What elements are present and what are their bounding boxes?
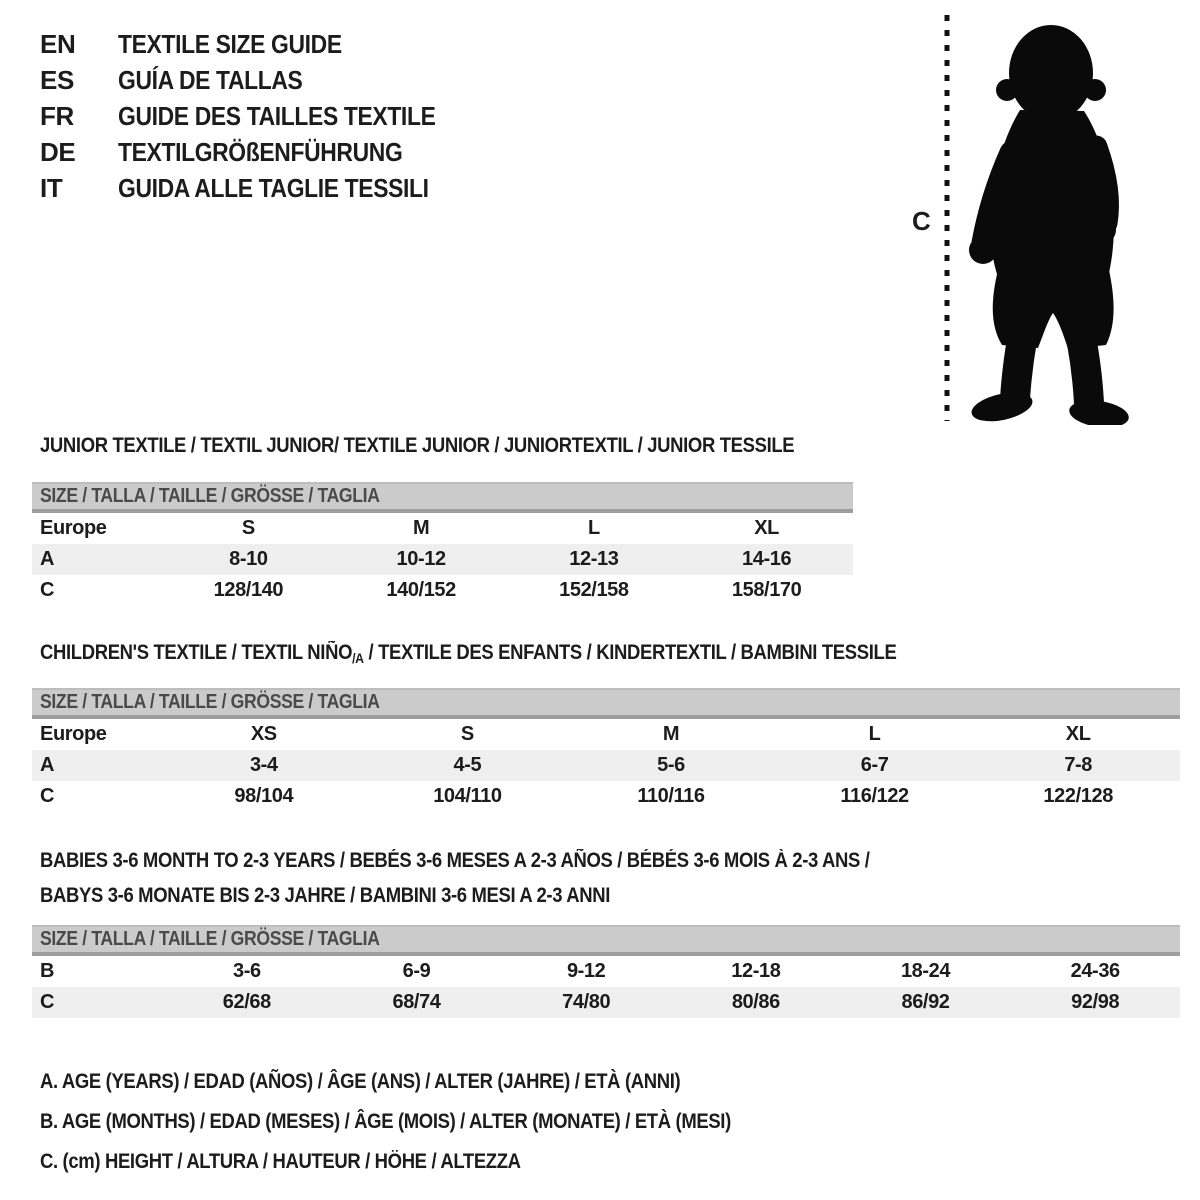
table-cell: 4-5: [453, 754, 482, 776]
row-label: C: [40, 991, 55, 1013]
table-cell: 68/74: [392, 991, 441, 1013]
table-row-europe: [32, 513, 853, 544]
height-measure-label: C: [912, 206, 931, 236]
table-cell: 140/152: [386, 579, 456, 601]
table-cell: XL: [754, 517, 779, 539]
language-code: FR: [40, 100, 74, 131]
row-label: C: [40, 579, 55, 601]
babies-size-table: [32, 925, 1180, 1018]
table-cell: 10-12: [396, 548, 446, 570]
table-cell: 14-16: [742, 548, 792, 570]
row-label: A: [40, 548, 55, 570]
table-cell: 86/92: [901, 991, 950, 1013]
language-title-block: [40, 26, 479, 206]
language-row: [40, 62, 479, 98]
table-cell: 92/98: [1071, 991, 1120, 1013]
row-label: Europe: [40, 723, 107, 745]
table-cell: 12-13: [569, 548, 619, 570]
table-cell: 9-12: [566, 960, 606, 982]
table-row-age: [32, 750, 1180, 781]
table-cell: 3-4: [249, 754, 278, 776]
table-cell: 12-18: [731, 960, 781, 982]
table-cell: 62/68: [222, 991, 271, 1013]
table-cell: 5-6: [657, 754, 685, 776]
language-code: EN: [40, 28, 76, 59]
babies-section-title-line1: BABIES 3-6 MONTH TO 2-3 YEARS / BEBÉS 3-6 MESES A 2-3 AÑOS / BÉBÉS 3-6 MOIS À 2-3 ANS /: [40, 849, 870, 872]
table-cell: 116/122: [840, 785, 909, 807]
table-cell: 6-9: [402, 960, 431, 982]
row-label: C: [40, 785, 55, 807]
table-row-height: [32, 781, 1180, 812]
size-header-bar: SIZE / TALLA / TAILLE / GRÖSSE / TAGLIA: [32, 925, 1180, 956]
legend-age-years: A. AGE (YEARS) / EDAD (AÑOS) / ÂGE (ANS) / ALTER (JAHRE) / ETÀ (ANNI): [40, 1070, 681, 1093]
table-cell: 18-24: [900, 960, 951, 982]
table-cell: S: [460, 723, 474, 745]
table-cell: 24-36: [1070, 960, 1120, 982]
table-cell: 104/110: [433, 785, 502, 807]
table-row-age-months: [32, 956, 1180, 987]
table-cell: M: [412, 517, 430, 539]
table-cell: 3-6: [232, 960, 261, 982]
size-header-bar: SIZE / TALLA / TAILLE / GRÖSSE / TAGLIA: [32, 482, 853, 513]
babies-section-title-line2: BABYS 3-6 MONATE BIS 2-3 JAHRE / BAMBINI 3-6 MESI A 2-3 ANNI: [40, 884, 610, 907]
table-cell: L: [587, 517, 600, 539]
children-section-title: CHILDREN'S TEXTILE / TEXTIL $NIÑO_{/A}$ / TEXTILE DES ENFANTS / KINDERTEXTIL / BAMBINI TESSILE: [40, 641, 897, 666]
table-cell: 128/140: [213, 579, 284, 601]
table-cell: XL: [1065, 723, 1091, 745]
language-row: [40, 98, 479, 134]
guide-title-it: GUIDA ALLE TAGLIE TESSILI: [118, 172, 429, 203]
table-cell: 158/170: [731, 579, 802, 601]
legend-age-months: B. AGE (MONTHS) / EDAD (MESES) / ÂGE (MOIS) / ALTER (MONATE) / ETÀ (MESI): [40, 1110, 731, 1133]
language-code: IT: [40, 172, 63, 203]
language-code: ES: [40, 64, 74, 95]
row-label: Europe: [40, 517, 107, 539]
table-row-height: [32, 575, 853, 606]
table-cell: 8-10: [229, 548, 268, 570]
guide-title-fr: GUIDE DES TAILLES TEXTILE: [118, 100, 436, 131]
guide-title-en: TEXTILE SIZE GUIDE: [118, 28, 342, 59]
table-cell: 6-7: [860, 754, 889, 776]
table-cell: 98/104: [234, 785, 294, 807]
legend-block: [40, 1062, 825, 1182]
junior-section-title: JUNIOR TEXTILE / TEXTIL JUNIOR/ TEXTILE JUNIOR / JUNIORTEXTIL / JUNIOR TESSILE: [40, 434, 795, 457]
table-cell: 110/116: [637, 785, 705, 807]
language-row: [40, 134, 479, 170]
junior-size-table: [32, 482, 853, 606]
children-size-table: [32, 688, 1180, 812]
table-row-age: [32, 544, 853, 575]
toddler-silhouette-icon: [958, 15, 1148, 425]
size-header-bar: SIZE / TALLA / TAILLE / GRÖSSE / TAGLIA: [32, 688, 1180, 719]
row-label: A: [40, 754, 55, 776]
table-cell: 152/158: [559, 579, 629, 601]
guide-title-es: GUÍA DE TALLAS: [118, 64, 303, 95]
table-cell: L: [868, 723, 881, 745]
table-cell: S: [241, 517, 255, 539]
guide-title-de: TEXTILGRÖßENFÜHRUNG: [118, 136, 403, 167]
language-row: [40, 26, 479, 62]
table-cell: XS: [250, 723, 277, 745]
language-row: [40, 170, 479, 206]
table-row-height: [32, 987, 1180, 1018]
height-dashed-line: [944, 15, 952, 421]
row-label: B: [40, 960, 55, 982]
table-cell: 80/86: [731, 991, 780, 1013]
nino-a-subscript: /A: [352, 650, 364, 666]
table-cell: 7-8: [1064, 754, 1093, 776]
table-cell: 122/128: [1043, 785, 1113, 807]
table-row-europe: [32, 719, 1180, 750]
table-cell: M: [662, 723, 680, 745]
table-cell: 74/80: [562, 991, 611, 1013]
language-code: DE: [40, 136, 76, 167]
legend-height-cm: C. (cm) HEIGHT / ALTURA / HAUTEUR / HÖHE / ALTEZZA: [40, 1150, 521, 1173]
